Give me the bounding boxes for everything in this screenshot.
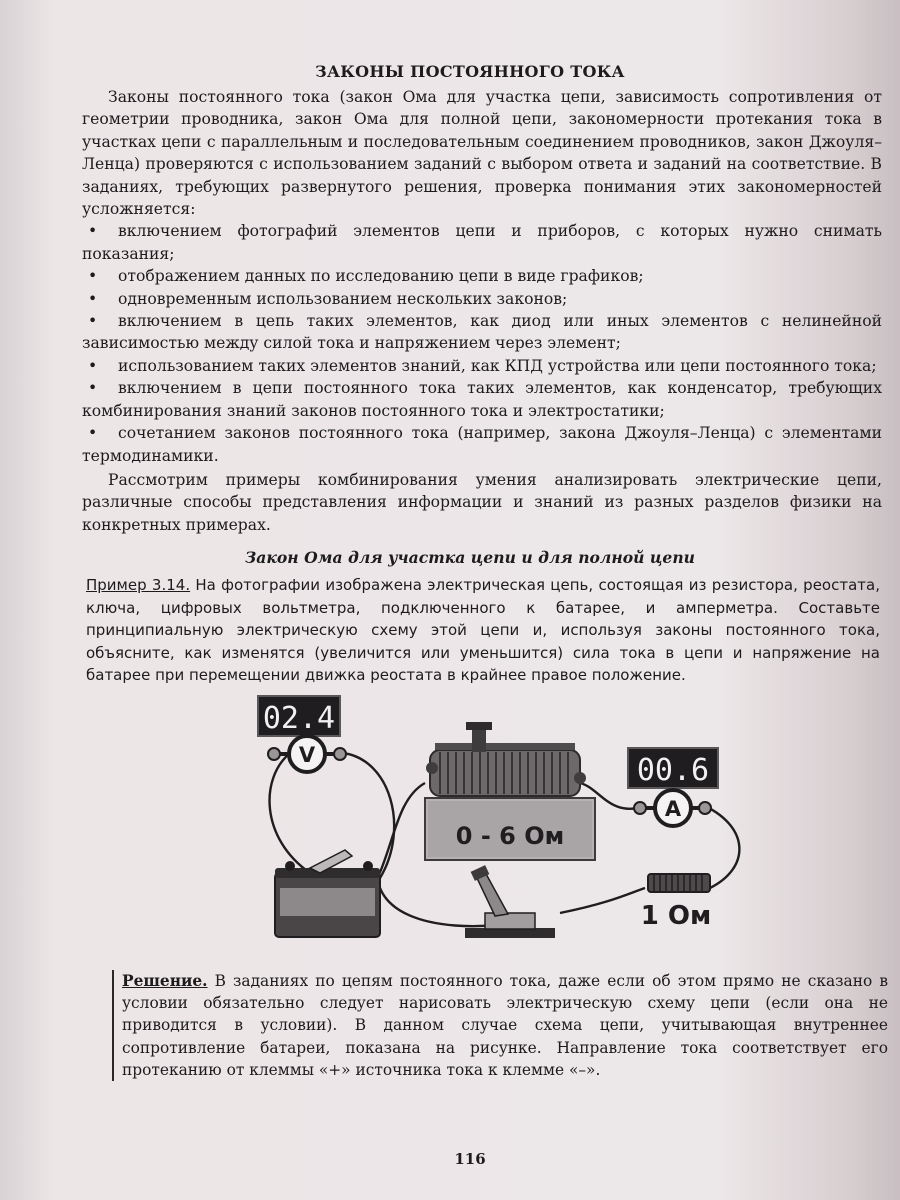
bullet-item: • использованием таких элементов знаний, как КПД устройства или цепи постоянного тока; — [82, 355, 882, 377]
page-number: 116 — [454, 1150, 486, 1168]
intro-paragraph: Законы постоянного тока (закон Ома для участка цепи, зависимость сопротивления от геометрии проводника, закон Ома для полной цепи, закономерности протекания тока в участках цепи с параллельным и последовательным соединением проводников, закон Джоуля–Ленца) проверяются с использованием заданий с выбором ответа и заданий на соответствие. В заданиях, требующих развернутого решения, проверка понимания этих закономерностей усложняется: — [82, 88, 882, 219]
example-text: На фотографии изображена электрическая цепь, состоящая из резистора, реостата, ключа, цифровых вольтметра, подключенного к батарее, и амперметра. Составьте принципиальную электрическую схему этой цепи и, используя законы постоянного тока, объясните, как изменятся (увеличится или уменьшится) сила тока в цепи и напряжение на батарее при перемещении движка реостата в крайнее правое положение. — [86, 576, 880, 684]
bullet-list — [82, 220, 882, 466]
example-label: Пример 3.14. — [86, 576, 191, 594]
resistor — [641, 874, 712, 931]
bullet-item: • включением в цепь таких элементов, как диод или иных элементов с нелинейной зависимостью между силой тока и напряжением через элемент; — [82, 310, 882, 355]
ammeter-letter: A — [664, 797, 682, 821]
rheostat-label: 0 - 6 Ом — [455, 822, 565, 850]
bullet-item: • сочетанием законов постоянного тока (например, закона Джоуля–Ленца) с элементами термодинамики. — [82, 422, 882, 467]
rheostat — [425, 722, 595, 860]
example-block — [86, 574, 880, 687]
intro-paragraph-2: Рассмотрим примеры комбинирования умения анализировать электрические цепи, различные способы представления информации и знаний из разных разделов физики на конкретных примерах. — [82, 470, 882, 534]
voltmeter-reading: 02.4 — [262, 701, 336, 736]
circuit-photo — [250, 688, 770, 948]
solution-text: В заданиях по цепям постоянного тока, даже если об этом прямо не сказано в условии обязательно следует нарисовать электрическую схему цепи (если она не приводится в условии). В данном случае схема цепи, учитывающая внутреннее сопротивление батареи, показана на рисунке. Направление тока соответствует его протеканию от клеммы «+» источника тока к клемме «–». — [122, 972, 888, 1079]
battery — [275, 850, 380, 937]
bullet-item: • включением фотографий элементов цепи и приборов, с которых нужно снимать показания; — [82, 220, 882, 265]
ammeter-display — [628, 748, 718, 788]
intro-text — [82, 86, 882, 536]
section-title: ЗАКОНЫ ПОСТОЯННОГО ТОКА — [315, 62, 625, 81]
resistor-label: 1 Ом — [640, 901, 712, 931]
ammeter-symbol — [634, 790, 711, 826]
solution-label: Решение. — [122, 972, 208, 990]
voltmeter-display — [258, 696, 340, 736]
ammeter-reading: 00.6 — [636, 753, 710, 788]
bullet-item: • включением в цепи постоянного тока таких элементов, как конденсатор, требующих комбинирования знаний законов постоянного тока и электростатики; — [82, 377, 882, 422]
bullet-item: • отображением данных по исследованию цепи в виде графиков; — [82, 265, 882, 287]
solution-block — [112, 970, 888, 1081]
voltmeter-letter: V — [298, 743, 316, 767]
bullet-item: • одновременным использованием нескольких законов; — [82, 288, 882, 310]
subsection-title: Закон Ома для участка цепи и для полной цепи — [244, 548, 696, 567]
